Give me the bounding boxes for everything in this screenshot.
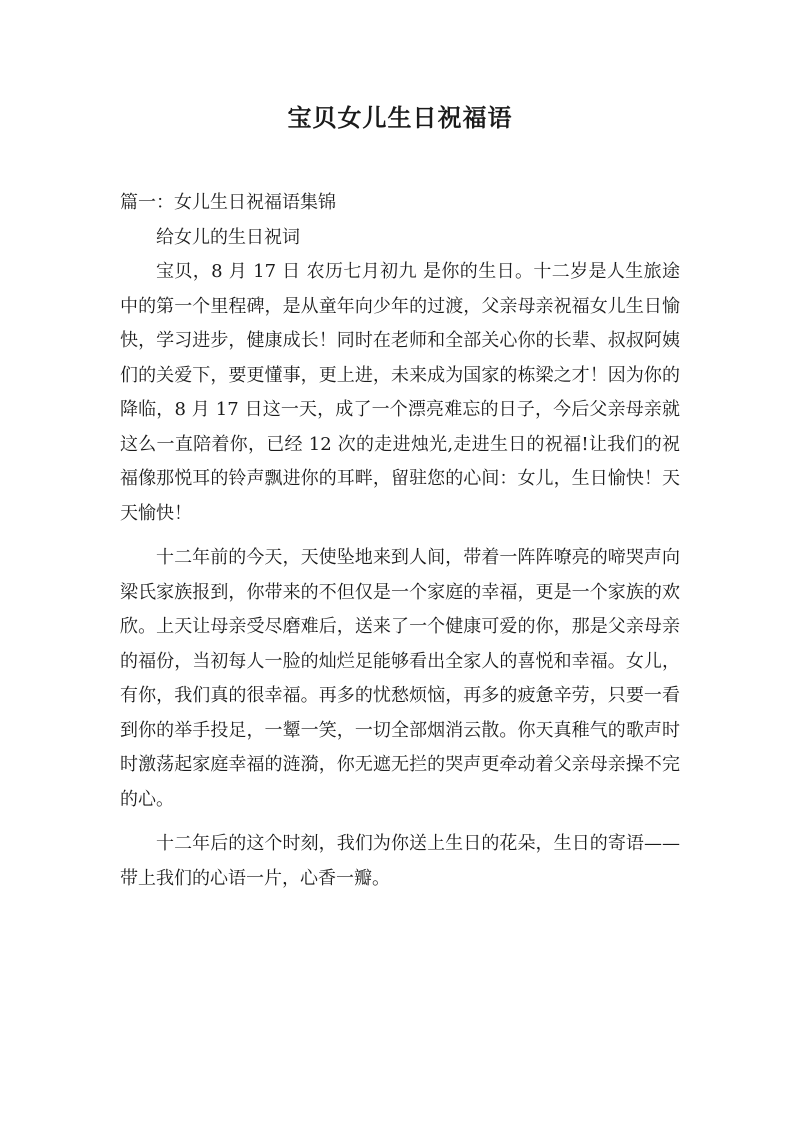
document-body — [120, 186, 680, 896]
paragraph-3: 十二年后的这个时刻，我们为你送上生日的花朵，生日的寄语——带上我们的心语一片，心香一瓣。 — [120, 833, 680, 889]
document-title: 宝贝女儿生日祝福语 — [287, 103, 513, 132]
paragraph-2: 十二年前的今天，天使坠地来到人间，带着一阵阵嘹亮的啼哭声向梁氏家族报到，你带来的不但仅是一个家庭的幸福，更是一个家族的欢欣。上天让母亲受尽磨难后，送来了一个健康可爱的你，那是父亲母亲的福份，当初每人一脸的灿烂足能够看出全家人的喜悦和幸福。女儿，有你，我们真的很幸福。再多的忧愁烦恼，再多的疲惫辛劳，只要一看到你的举手投足，一颦一笑，一切全部烟消云散。你天真稚气的歌声时时激荡起家庭幸福的涟漪，你无遮无拦的哭声更牵动着父亲母亲操不完的心。 — [120, 547, 680, 810]
paragraph-1: 宝贝，8 月 17 日 农历七月初九 是你的生日。十二岁是人生旅途中的第一个里程碑，是从童年向少年的过渡，父亲母亲祝福女儿生日愉快，学习进步，健康成长！同时在老师和全部关心你的长辈、叔叔阿姨们的关爱下，要更懂事，更上进，未来成为国家的栋梁之才！因为你的降临，8 月 17 日这一天，成了一个漂亮难忘的日子，今后父亲母亲就这么一直陪着你，已经 12 次的走进烛光,走进生日的祝福!让我们的祝福像那悦耳的铃声飘进你的耳畔，留驻您的心间：女儿，生日愉快！天天愉快！ — [120, 261, 680, 524]
subheading: 给女儿的生日祝词 — [156, 226, 300, 248]
section-heading: 篇一：女儿生日祝福语集锦 — [120, 192, 336, 213]
